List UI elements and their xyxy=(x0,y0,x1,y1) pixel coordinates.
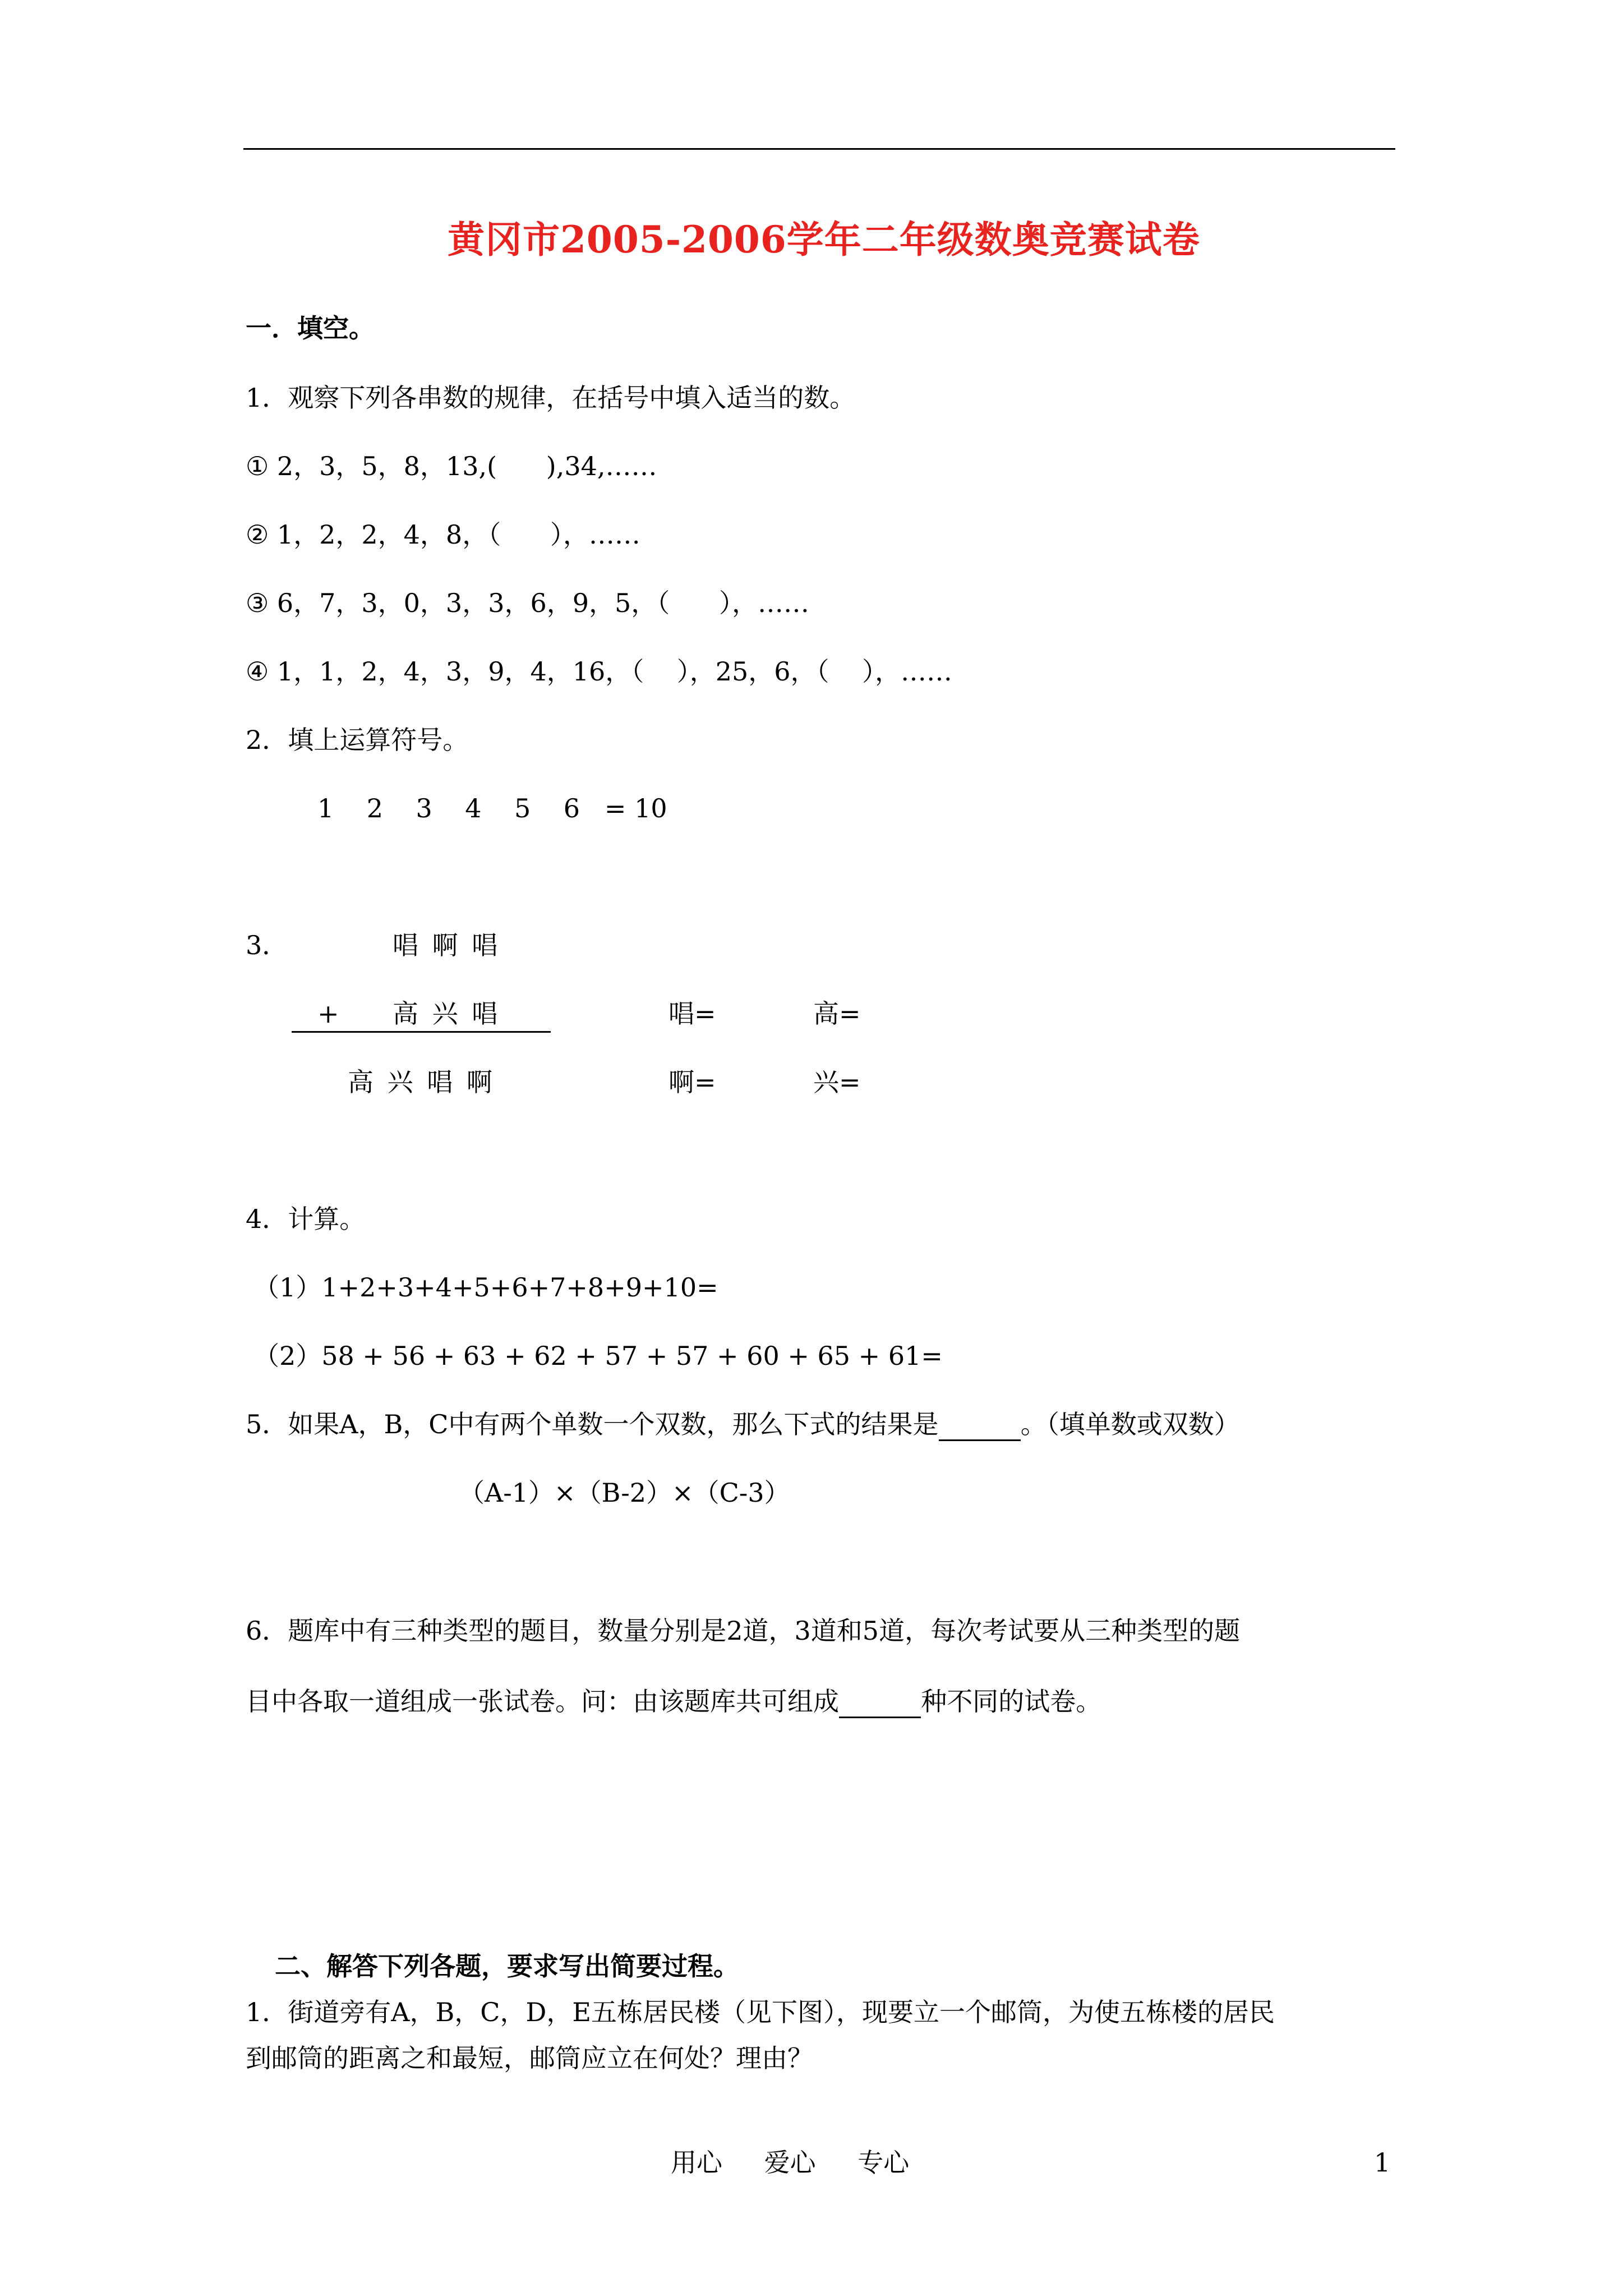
q3-answer-xing: 兴= xyxy=(813,1067,861,1097)
q6-line-2 xyxy=(246,1686,1102,1717)
q3-label: 3． xyxy=(246,930,288,960)
s2-q1-line-1: 1．街道旁有A，B，C，D，E五栋居民楼（见下图），现要立一个邮筒，为使五栋楼的居民 xyxy=(246,1997,1275,2027)
q3-addend1: 唱 啊 唱 xyxy=(393,930,498,960)
q1-row-3: ③ 6，7，3，0，3，3，6，9，5，（ ），…… xyxy=(246,588,809,618)
q3-plus: + xyxy=(317,999,339,1029)
q3-sum: 高 兴 唱 啊 xyxy=(348,1067,492,1097)
q1-row-4: ④ 1，1，2，4，3，9，4，16，（ ），25，6，（ ），…… xyxy=(246,656,953,687)
q3-answer-chang: 唱= xyxy=(668,999,716,1029)
q1-prompt: 1．观察下列各串数的规律，在括号中填入适当的数。 xyxy=(246,383,856,413)
q1-row-1: ① 2，3，5，8，13,( ),34,…… xyxy=(246,451,657,481)
q6-answer-blank xyxy=(839,1686,921,1718)
q4-prompt: 4．计算。 xyxy=(246,1204,366,1234)
q3-addend2: 高 兴 唱 xyxy=(393,999,498,1029)
exam-title: 黄冈市2005-2006学年二年级数奥竞赛试卷 xyxy=(448,218,1200,261)
q3-answer-a: 啊= xyxy=(668,1067,716,1097)
q6-line-1: 6．题库中有三种类型的题目，数量分别是2道，3道和5道，每次考试要从三种类型的题 xyxy=(246,1616,1241,1646)
q5-formula: （A-1）×（B-2）×（C-3） xyxy=(459,1478,790,1508)
header-rule xyxy=(243,148,1395,150)
q5-answer-blank xyxy=(939,1409,1021,1441)
section1-heading: 一．填空。 xyxy=(246,313,375,343)
s2-q1-line-2: 到邮筒的距离之和最短，邮筒应立在何处？理由？ xyxy=(246,2043,813,2073)
q5-line xyxy=(246,1411,1240,1437)
q5-text-before: 5．如果A，B，C中有两个单数一个双数，那么下式的结果是 xyxy=(246,1409,939,1439)
q5-text-after: 。（填单数或双数） xyxy=(1020,1409,1240,1439)
section2-heading: 二、解答下列各题，要求写出简要过程。 xyxy=(275,1951,739,1981)
q3-answer-gao: 高= xyxy=(813,999,861,1029)
page-number: 1 xyxy=(1374,2147,1391,2178)
q4-item-1: （1）1+2+3+4+5+6+7+8+9+10= xyxy=(253,1272,718,1303)
q6-text-before: 目中各取一道组成一张试卷。问：由该题库共可组成 xyxy=(246,1686,839,1717)
q1-row-2: ② 1，2，2，4，8，（ ），…… xyxy=(246,519,640,550)
q4-item-2: （2）58 + 56 + 63 + 62 + 57 + 57 + 60 + 65 + 61= xyxy=(253,1341,943,1371)
q2-prompt: 2．填上运算符号。 xyxy=(246,725,469,755)
footer-motto: 用心 爱心 专心 xyxy=(671,2147,910,2178)
q3-sum-rule xyxy=(292,1031,551,1033)
q6-text-after: 种不同的试卷。 xyxy=(921,1686,1102,1717)
q2-expression: 1 2 3 4 5 6 = 10 xyxy=(317,793,667,823)
